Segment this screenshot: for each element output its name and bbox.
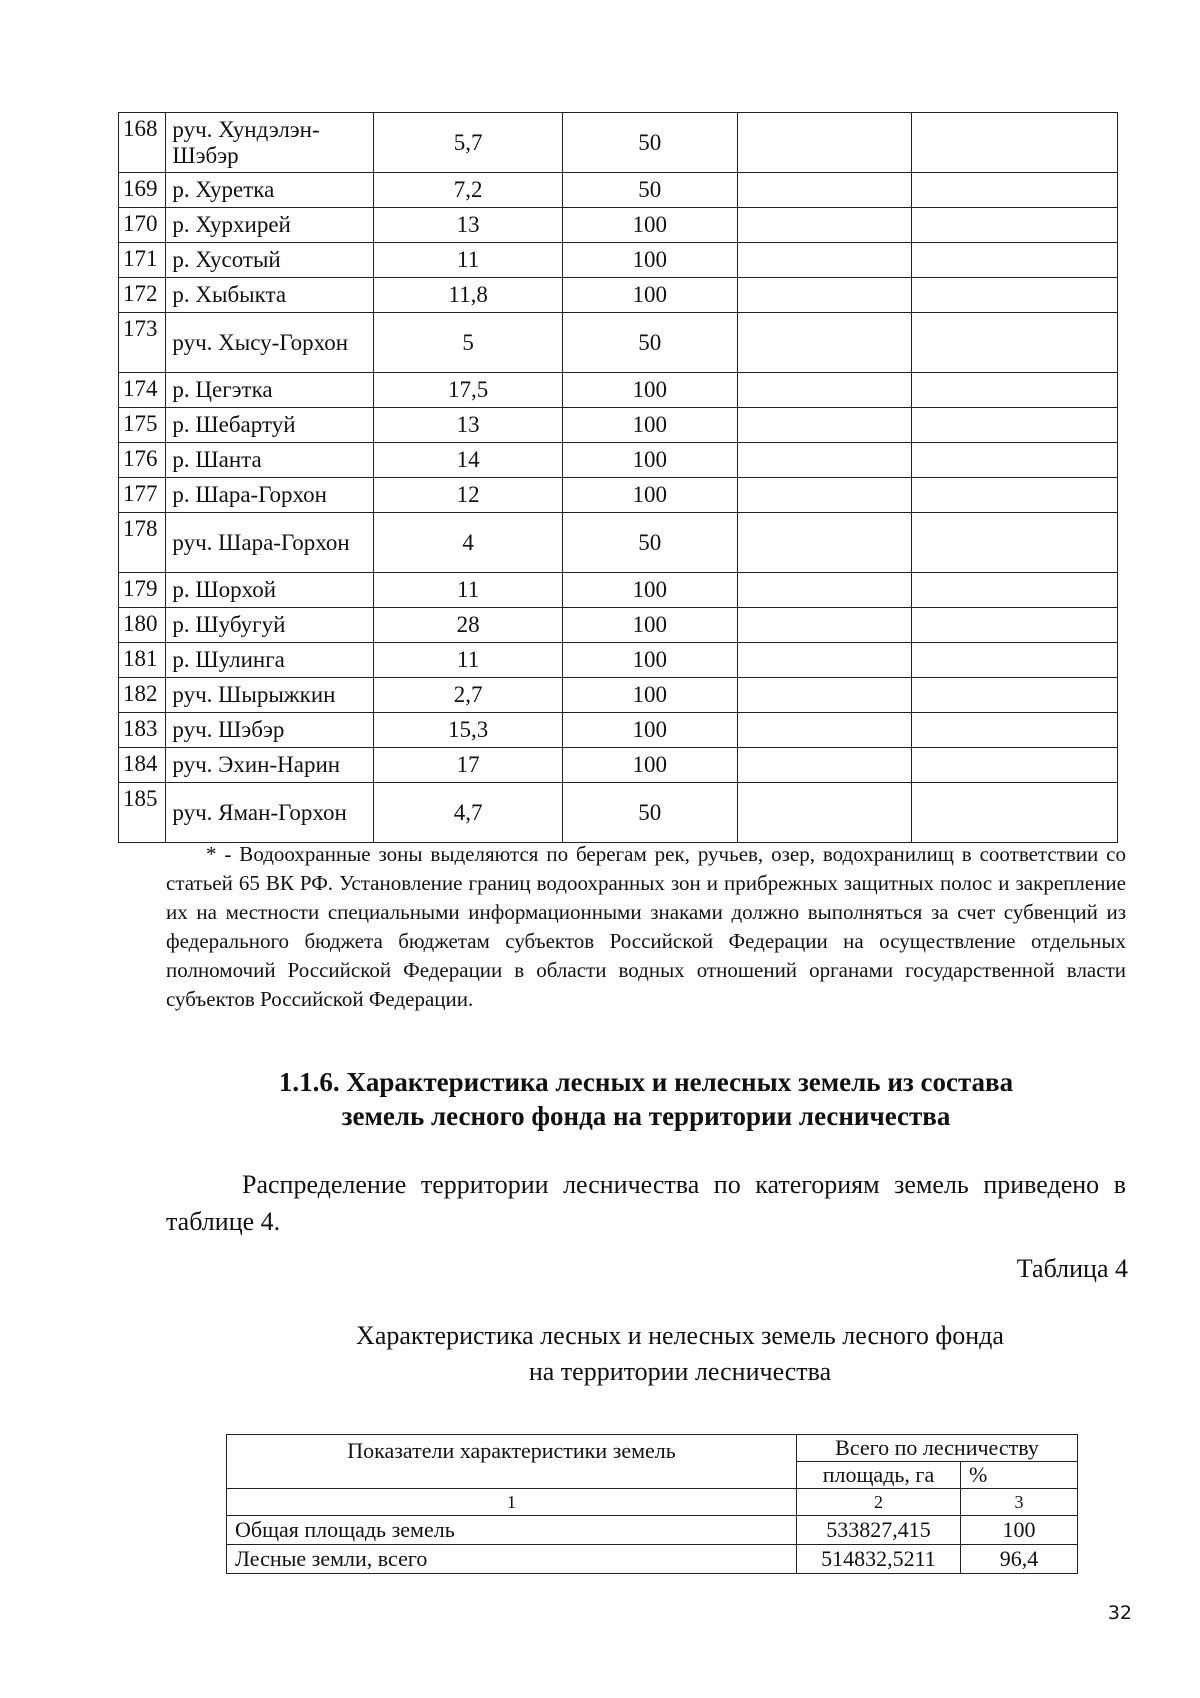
empty-cell	[737, 748, 912, 783]
section-title-line1: 1.1.6. Характеристика лесных и нелесных земель из состава	[278, 1067, 1014, 1097]
table-caption-line2: на территории лесничества	[528, 1357, 832, 1386]
empty-cell	[737, 408, 912, 443]
empty-cell	[737, 783, 912, 843]
empty-cell	[912, 608, 1118, 643]
empty-cell	[737, 443, 912, 478]
row-number: 180	[119, 608, 166, 643]
row-number: 185	[119, 783, 166, 843]
row-label: Лесные земли, всего	[227, 1545, 797, 1574]
table-row	[119, 373, 1118, 408]
row-number: 177	[119, 478, 166, 513]
table-row	[119, 478, 1118, 513]
rivers-table-body	[119, 113, 1118, 843]
empty-cell	[737, 513, 912, 573]
empty-cell	[912, 478, 1118, 513]
river-length: 2,7	[374, 678, 563, 713]
table-caption	[300, 1318, 1060, 1390]
table-row	[119, 783, 1118, 843]
river-name: р. Шара-Горхон	[166, 478, 374, 513]
river-name: р. Хурхирей	[166, 208, 374, 243]
row-number: 168	[119, 113, 166, 173]
water-protection-zone: 100	[562, 243, 737, 278]
water-protection-zone: 100	[562, 678, 737, 713]
river-length: 5	[374, 313, 563, 373]
row-number: 173	[119, 313, 166, 373]
row-number: 176	[119, 443, 166, 478]
footnote: * - Водоохранные зоны выделяются по берегам рек, ручьев, озер, водохранилищ в соответствии со статьей 65 ВК РФ. Установление границ водоохранных зон и прибрежных защитных полос и закрепление их на местности специальными информационными знаками должно выполняться за счет субвенций из федерального бюджета бюджетам субъектов Российской Федерации на осуществление отдельных полномочий Российской Федерации в области водных отношений органами государственной власти субъектов Российской Федерации.	[166, 842, 1126, 1011]
river-name: р. Шебартуй	[166, 408, 374, 443]
column-number: 1	[227, 1489, 797, 1516]
water-protection-zone: 50	[562, 173, 737, 208]
water-protection-zone: 100	[562, 643, 737, 678]
empty-cell	[912, 243, 1118, 278]
empty-cell	[737, 313, 912, 373]
table-row	[119, 513, 1118, 573]
row-number: 183	[119, 713, 166, 748]
table-row	[119, 608, 1118, 643]
header-indicators: Показатели характеристики земель	[227, 1435, 797, 1489]
river-name: руч. Эхин-Нарин	[166, 748, 374, 783]
table-label: Таблица 4	[1016, 1254, 1128, 1283]
river-name: р. Хуретка	[166, 173, 374, 208]
river-name: руч. Шара-Горхон	[166, 513, 374, 573]
table-row	[119, 713, 1118, 748]
water-protection-zone: 100	[562, 713, 737, 748]
water-protection-zone: 50	[562, 783, 737, 843]
row-number: 179	[119, 573, 166, 608]
table-row	[119, 243, 1118, 278]
section-title	[166, 1065, 1126, 1133]
river-length: 14	[374, 443, 563, 478]
table-row	[119, 678, 1118, 713]
section-title-line2: земель лесного фонда на территории лесничества	[341, 1101, 951, 1131]
water-protection-zone: 100	[562, 573, 737, 608]
land-table-header-row	[227, 1435, 1078, 1462]
table-row	[119, 173, 1118, 208]
water-protection-zone: 50	[562, 113, 737, 173]
row-number: 174	[119, 373, 166, 408]
empty-cell	[912, 208, 1118, 243]
land-table	[226, 1434, 1078, 1574]
empty-cell	[737, 243, 912, 278]
row-area: 514832,5211	[797, 1545, 961, 1574]
row-label: Общая площадь земель	[227, 1516, 797, 1545]
table-row	[119, 208, 1118, 243]
empty-cell	[912, 713, 1118, 748]
table-row	[119, 748, 1118, 783]
table-row	[119, 643, 1118, 678]
empty-cell	[737, 678, 912, 713]
river-length: 4,7	[374, 783, 563, 843]
water-protection-zone: 100	[562, 208, 737, 243]
row-area: 533827,415	[797, 1516, 961, 1545]
table-row	[119, 573, 1118, 608]
row-number: 181	[119, 643, 166, 678]
header-total: Всего по лесничеству	[797, 1435, 1078, 1462]
river-length: 13	[374, 408, 563, 443]
table-row	[119, 113, 1118, 173]
river-name: р. Шорхой	[166, 573, 374, 608]
table-row	[227, 1516, 1078, 1545]
empty-cell	[912, 748, 1118, 783]
column-number: 2	[797, 1489, 961, 1516]
row-percent: 96,4	[960, 1545, 1077, 1574]
river-length: 13	[374, 208, 563, 243]
river-length: 11,8	[374, 278, 563, 313]
column-number: 3	[960, 1489, 1077, 1516]
river-length: 12	[374, 478, 563, 513]
river-name: р. Шубугуй	[166, 608, 374, 643]
river-length: 11	[374, 573, 563, 608]
row-number: 172	[119, 278, 166, 313]
river-name: р. Цегэтка	[166, 373, 374, 408]
river-name: руч. Шырыжкин	[166, 678, 374, 713]
row-number: 178	[119, 513, 166, 573]
land-table-number-row	[227, 1489, 1078, 1516]
table-caption-line1: Характеристика лесных и нелесных земель лесного фонда	[356, 1321, 1004, 1350]
empty-cell	[912, 513, 1118, 573]
empty-cell	[912, 678, 1118, 713]
water-protection-zone: 100	[562, 278, 737, 313]
river-length: 11	[374, 243, 563, 278]
page-number: 32	[1107, 1602, 1132, 1624]
rivers-table	[118, 112, 1118, 843]
row-number: 171	[119, 243, 166, 278]
empty-cell	[912, 278, 1118, 313]
river-length: 17	[374, 748, 563, 783]
water-protection-zone: 100	[562, 608, 737, 643]
river-name: руч. Шэбэр	[166, 713, 374, 748]
table-row	[119, 443, 1118, 478]
river-name: руч. Хысу-Горхон	[166, 313, 374, 373]
water-protection-zone: 50	[562, 513, 737, 573]
row-number: 169	[119, 173, 166, 208]
empty-cell	[912, 113, 1118, 173]
empty-cell	[737, 478, 912, 513]
empty-cell	[912, 443, 1118, 478]
empty-cell	[737, 573, 912, 608]
river-name: р. Шулинга	[166, 643, 374, 678]
empty-cell	[912, 573, 1118, 608]
river-length: 11	[374, 643, 563, 678]
water-protection-zone: 50	[562, 313, 737, 373]
row-percent: 100	[960, 1516, 1077, 1545]
row-number: 182	[119, 678, 166, 713]
river-name: р. Хыбыкта	[166, 278, 374, 313]
river-length: 17,5	[374, 373, 563, 408]
empty-cell	[737, 113, 912, 173]
empty-cell	[737, 173, 912, 208]
row-number: 175	[119, 408, 166, 443]
row-number: 170	[119, 208, 166, 243]
empty-cell	[737, 643, 912, 678]
intro-paragraph: Распределение территории лесничества по категориям земель приведено в таблице 4.	[166, 1170, 1126, 1236]
river-name: руч. Хундэлэн-Шэбэр	[166, 113, 374, 173]
table-row	[119, 278, 1118, 313]
header-percent: %	[960, 1462, 1077, 1489]
empty-cell	[912, 173, 1118, 208]
river-name: руч. Яман-Горхон	[166, 783, 374, 843]
empty-cell	[912, 408, 1118, 443]
empty-cell	[737, 713, 912, 748]
river-name: р. Хусотый	[166, 243, 374, 278]
water-protection-zone: 100	[562, 748, 737, 783]
river-length: 7,2	[374, 173, 563, 208]
water-protection-zone: 100	[562, 408, 737, 443]
empty-cell	[912, 313, 1118, 373]
empty-cell	[737, 608, 912, 643]
river-length: 28	[374, 608, 563, 643]
empty-cell	[912, 373, 1118, 408]
table-row	[119, 408, 1118, 443]
river-name: р. Шанта	[166, 443, 374, 478]
empty-cell	[912, 643, 1118, 678]
empty-cell	[737, 278, 912, 313]
empty-cell	[737, 208, 912, 243]
row-number: 184	[119, 748, 166, 783]
river-length: 4	[374, 513, 563, 573]
header-area: площадь, га	[797, 1462, 961, 1489]
water-protection-zone: 100	[562, 443, 737, 478]
water-protection-zone: 100	[562, 478, 737, 513]
river-length: 15,3	[374, 713, 563, 748]
empty-cell	[912, 783, 1118, 843]
water-protection-zone: 100	[562, 373, 737, 408]
river-length: 5,7	[374, 113, 563, 173]
table-row	[227, 1545, 1078, 1574]
table-row	[119, 313, 1118, 373]
empty-cell	[737, 373, 912, 408]
